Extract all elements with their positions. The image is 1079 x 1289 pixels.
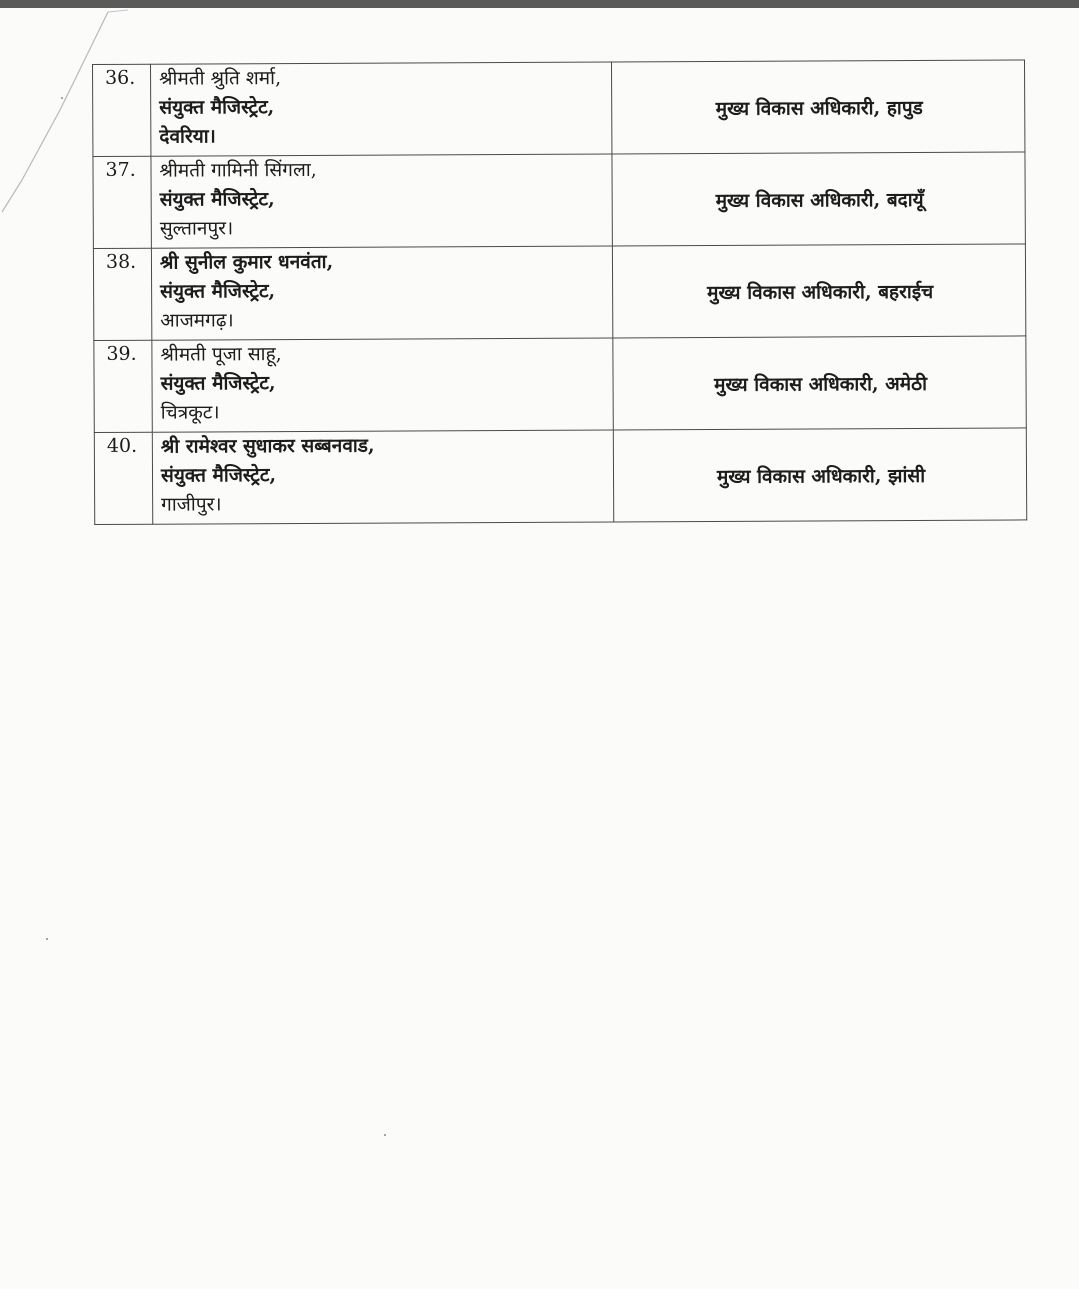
- scan-speck: [384, 1134, 386, 1136]
- officer-designation: संयुक्त मैजिस्ट्रेट,: [159, 188, 275, 211]
- officer-name: श्री सुनील कुमार धनवंता,: [159, 250, 334, 274]
- officer-designation: संयुक्त मैजिस्ट्रेट,: [159, 96, 275, 119]
- serial-number: 37.: [93, 156, 151, 248]
- officer-district: चित्रकूट।: [160, 401, 220, 424]
- officer-designation: संयुक्त मैजिस्ट्रेट,: [160, 372, 276, 395]
- table-row: [93, 152, 1025, 249]
- officer-designation: संयुक्त मैजिस्ट्रेट,: [160, 280, 276, 303]
- officer-details: [152, 338, 613, 432]
- officer-name: श्रीमती गामिनी सिंगला,: [159, 158, 317, 182]
- officer-designation: संयुक्त मैजिस्ट्रेट,: [160, 464, 277, 487]
- transfer-list-table: [92, 59, 1027, 525]
- new-posting: मुख्य विकास अधिकारी, बदायूँ: [612, 152, 1025, 246]
- new-posting: मुख्य विकास अधिकारी, बहराईच: [612, 244, 1025, 338]
- new-posting: मुख्य विकास अधिकारी, हापुड: [611, 60, 1024, 154]
- scan-speck: [61, 97, 63, 99]
- officer-details: [151, 62, 612, 156]
- table-row: [93, 60, 1025, 157]
- officer-details: [151, 246, 612, 340]
- serial-number: 40.: [94, 432, 152, 524]
- officer-district: गाजीपुर।: [161, 493, 222, 516]
- serial-number: 39.: [94, 340, 152, 432]
- table-row: [94, 336, 1026, 433]
- serial-number: 38.: [93, 248, 151, 340]
- officer-name: श्रीमती पूजा साहू,: [160, 343, 282, 366]
- officer-details: [152, 430, 613, 524]
- serial-number: 36.: [93, 64, 151, 156]
- table-row: [94, 428, 1026, 525]
- scan-speck: [46, 938, 48, 940]
- officer-district: सुल्तानपुर।: [159, 217, 234, 240]
- officer-name: श्रीमती श्रुति शर्मा,: [159, 67, 282, 90]
- new-posting: मुख्य विकास अधिकारी, अमेठी: [613, 336, 1026, 430]
- officer-district: आजमगढ़।: [160, 309, 234, 332]
- officer-name: श्री रामेश्वर सुधाकर सब्बनवाड,: [160, 434, 375, 458]
- table-row: [93, 244, 1025, 341]
- new-posting: मुख्य विकास अधिकारी, झांसी: [613, 428, 1026, 522]
- officer-details: [151, 154, 612, 248]
- officer-district: देवरिया।: [159, 125, 216, 148]
